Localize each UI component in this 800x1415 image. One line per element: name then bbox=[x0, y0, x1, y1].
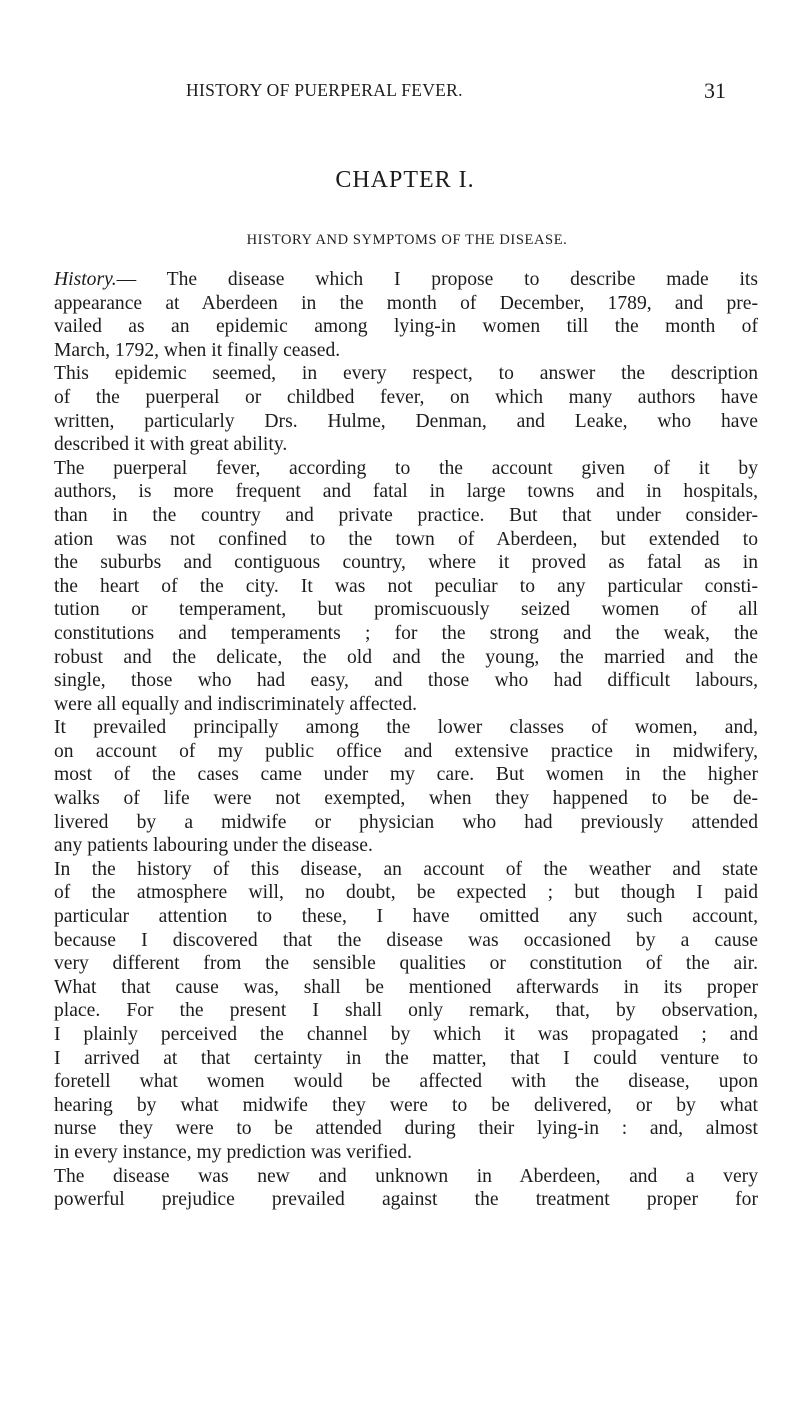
text-line: the suburbs and contiguous country, where it proved as fatal as in bbox=[54, 552, 758, 574]
text-line: It prevailed principally among the lower classes of women, and, bbox=[54, 717, 758, 739]
text-line: March, 1792, when it finally ceased. bbox=[54, 339, 341, 361]
text-line: powerful prejudice prevailed against the treatment proper for bbox=[54, 1189, 758, 1211]
running-title: HISTORY OF PUERPERAL FEVER. bbox=[186, 80, 463, 100]
text-line: nurse they were to be attended during their lying-in : and, almost bbox=[54, 1118, 758, 1140]
text-line: walks of life were not exempted, when they happened to be de- bbox=[54, 788, 758, 810]
running-head bbox=[186, 80, 726, 108]
text-line: vailed as an epidemic among lying-in women till the month of bbox=[54, 316, 758, 338]
text-line: any patients labouring under the disease. bbox=[54, 835, 373, 857]
text-line: ation was not confined to the town of Aberdeen, but extended to bbox=[54, 528, 758, 550]
body-text bbox=[54, 268, 758, 1212]
text-line: livered by a midwife or physician who had previously attended bbox=[54, 811, 758, 833]
text-line: In the history of this disease, an account of the weather and state bbox=[54, 858, 758, 880]
section-title: HISTORY AND SYMPTOMS OF THE DISEASE. bbox=[246, 232, 568, 248]
text-line: authors, is more frequent and fatal in large towns and in hospitals, bbox=[54, 481, 758, 503]
text-line: constitutions and temperaments ; for the strong and the weak, the bbox=[54, 622, 758, 644]
page-number: 31 bbox=[704, 78, 726, 103]
text-line: written, particularly Drs. Hulme, Denman, and Leake, who have bbox=[54, 410, 758, 432]
text-line: place. For the present I shall only remark, that, by observation, bbox=[54, 1000, 758, 1022]
text-line-content: — The disease which I propose to describe made its bbox=[116, 269, 758, 290]
text-line: in every instance, my prediction was verified. bbox=[54, 1141, 413, 1163]
text-line: most of the cases came under my care. But women in the higher bbox=[54, 764, 758, 786]
text-line bbox=[54, 268, 758, 292]
text-line: I arrived at that certainty in the matter, that I could venture to bbox=[54, 1047, 758, 1069]
text-line: What that cause was, shall be mentioned afterwards in its proper bbox=[54, 976, 758, 998]
text-line: on account of my public office and extensive practice in midwifery, bbox=[54, 740, 758, 762]
text-line: The puerperal fever, according to the account given of it by bbox=[54, 457, 758, 479]
text-line: I plainly perceived the channel by which it was propagated ; and bbox=[54, 1024, 758, 1045]
text-line: of the puerperal or childbed fever, on which many authors have bbox=[54, 386, 758, 408]
text-line: hearing by what midwife they were to be delivered, or by what bbox=[54, 1094, 758, 1116]
chapter-title: CHAPTER I. bbox=[335, 167, 475, 193]
text-line: appearance at Aberdeen in the month of December, 1789, and pre- bbox=[54, 292, 758, 314]
text-line: of the atmosphere will, no doubt, be expected ; but though I paid bbox=[54, 882, 758, 904]
text-line: foretell what women would be affected with the disease, upon bbox=[54, 1071, 758, 1093]
text-line: very different from the sensible qualities or constitution of the air. bbox=[54, 953, 758, 975]
text-line: described it with great ability. bbox=[54, 434, 288, 456]
text-line: the heart of the city. It was not peculiar to any particular consti- bbox=[54, 575, 758, 597]
text-line: were all equally and indiscriminately affected. bbox=[54, 693, 418, 715]
text-line: The disease was new and unknown in Aberdeen, and a very bbox=[54, 1165, 758, 1187]
text-line: because I discovered that the disease was occasioned by a cause bbox=[54, 929, 758, 951]
text-line: robust and the delicate, the old and the young, the married and the bbox=[54, 646, 758, 668]
text-line: single, those who had easy, and those who had difficult labours, bbox=[54, 670, 758, 692]
history-lead-word: History. bbox=[54, 269, 117, 290]
text-line: This epidemic seemed, in every respect, to answer the description bbox=[54, 363, 758, 385]
text-line: than in the country and private practice. But that under consider- bbox=[54, 504, 758, 526]
text-line: tution or temperament, but promiscuously seized women of all bbox=[54, 599, 758, 621]
text-line: particular attention to these, I have omitted any such account, bbox=[54, 906, 758, 928]
